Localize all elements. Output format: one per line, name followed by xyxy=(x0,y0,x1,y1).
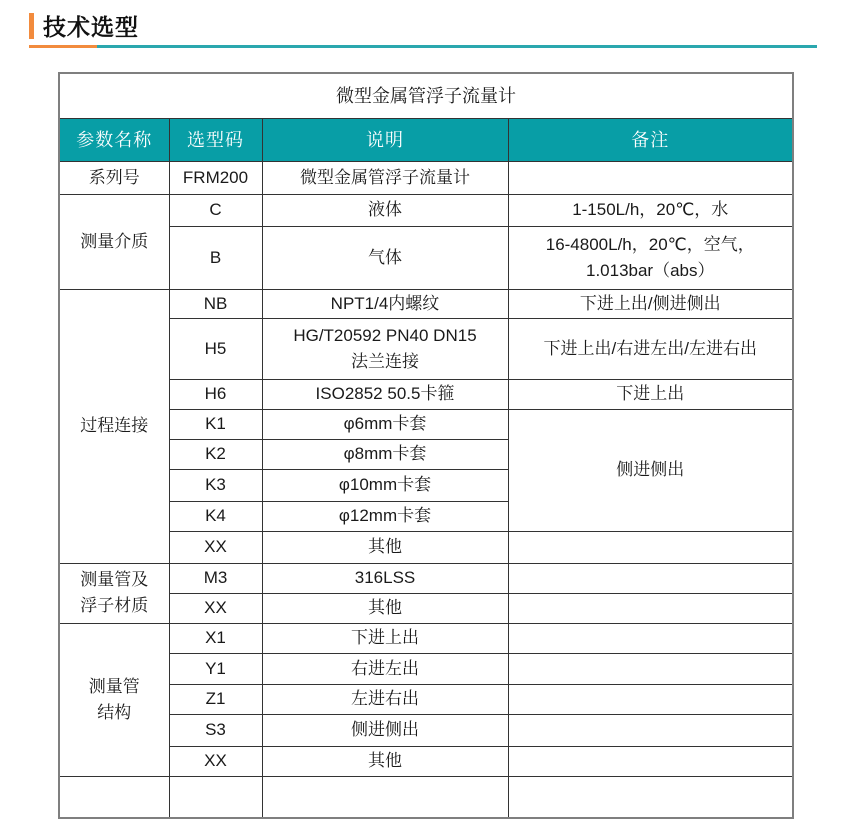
cell-desc xyxy=(262,623,508,653)
col-header-param: 参数名称 xyxy=(59,118,169,161)
cell-note xyxy=(508,379,793,409)
cell-desc xyxy=(262,289,508,318)
cell-line: 测量介质 xyxy=(80,231,149,251)
divider-orange-segment xyxy=(29,45,97,48)
table-row xyxy=(59,623,793,653)
cell-line: 16-4800L/h，20℃，空气， xyxy=(545,234,755,254)
cell-line: NB xyxy=(203,293,228,313)
cell-desc xyxy=(262,226,508,289)
cell-note xyxy=(508,623,793,653)
cell-line: 气体 xyxy=(368,247,402,267)
cell-note xyxy=(508,776,793,818)
table-title: 微型金属管浮子流量计 xyxy=(59,73,793,118)
cell-code xyxy=(169,409,262,439)
cell-desc xyxy=(262,593,508,623)
cell-note xyxy=(508,289,793,318)
cell-code xyxy=(169,226,262,289)
table-row xyxy=(59,161,793,194)
cell-desc xyxy=(262,746,508,776)
cell-line: 下进上出/右进左出/左进右出 xyxy=(543,338,757,358)
cell-line: 测量管 xyxy=(88,676,140,696)
cell-line: 液体 xyxy=(368,200,402,219)
table-row xyxy=(59,714,793,746)
cell-desc xyxy=(262,563,508,593)
cell-line: 1.013bar（abs） xyxy=(585,260,715,280)
cell-line: φ8mm卡套 xyxy=(343,444,427,463)
cell-code xyxy=(169,714,262,746)
table-row xyxy=(59,531,793,563)
cell-note xyxy=(508,714,793,746)
cell-line: Y1 xyxy=(205,658,226,678)
cell-line: 左进右出 xyxy=(351,689,419,708)
cell-line: ISO2852 50.5卡箍 xyxy=(315,384,455,403)
cell-note xyxy=(508,194,793,226)
cell-note xyxy=(508,684,793,714)
cell-code xyxy=(169,289,262,318)
cell-line: 法兰连接 xyxy=(351,351,419,371)
col-header-desc: 说明 xyxy=(262,118,508,161)
cell-line: 其他 xyxy=(368,751,402,770)
cell-param xyxy=(59,563,169,623)
table-row xyxy=(59,593,793,623)
cell-line: NPT1/4内螺纹 xyxy=(330,293,440,313)
cell-note xyxy=(508,746,793,776)
table-row xyxy=(59,379,793,409)
cell-line: φ10mm卡套 xyxy=(338,475,432,494)
cell-line: H6 xyxy=(204,384,227,403)
cell-code xyxy=(169,593,262,623)
cell-line: XX xyxy=(204,598,227,617)
cell-desc xyxy=(262,318,508,379)
cell-line: X1 xyxy=(205,628,226,647)
cell-code xyxy=(169,746,262,776)
table-row xyxy=(59,318,793,379)
table-row xyxy=(59,684,793,714)
accent-bar-icon xyxy=(29,13,34,39)
cell-code xyxy=(169,653,262,684)
table-row xyxy=(59,776,793,818)
table-header-row xyxy=(59,118,793,161)
section-header xyxy=(29,9,139,42)
cell-line: 右进左出 xyxy=(351,658,419,678)
cell-code xyxy=(169,379,262,409)
table-row xyxy=(59,194,793,226)
spec-table-container xyxy=(58,72,794,819)
cell-desc xyxy=(262,194,508,226)
page-title: 技术选型 xyxy=(43,14,139,40)
cell-line: 下进上出/侧进侧出 xyxy=(579,293,721,313)
cell-desc xyxy=(262,531,508,563)
cell-desc xyxy=(262,501,508,531)
cell-desc xyxy=(262,161,508,194)
cell-code xyxy=(169,501,262,531)
cell-line: H5 xyxy=(204,338,227,358)
cell-param xyxy=(59,194,169,289)
cell-desc xyxy=(262,379,508,409)
cell-line: 过程连接 xyxy=(80,416,149,435)
cell-line: 下进上出 xyxy=(351,628,419,647)
cell-note xyxy=(508,531,793,563)
cell-line: 其他 xyxy=(368,537,402,556)
cell-line: XX xyxy=(204,537,227,556)
cell-note xyxy=(508,318,793,379)
cell-line: K4 xyxy=(205,506,226,525)
table-row xyxy=(59,289,793,318)
table-row xyxy=(59,746,793,776)
cell-line: 其他 xyxy=(368,598,402,617)
cell-line: 浮子材质 xyxy=(80,596,149,615)
cell-line: 系列号 xyxy=(88,167,140,187)
cell-note xyxy=(508,409,793,531)
cell-line: Z1 xyxy=(205,689,226,708)
table-row xyxy=(59,409,793,439)
header-divider xyxy=(29,45,817,48)
cell-param xyxy=(59,776,169,818)
cell-line: S3 xyxy=(205,720,226,739)
cell-line: 316LSS xyxy=(354,568,416,587)
spec-table xyxy=(58,72,794,819)
table-row xyxy=(59,653,793,684)
cell-note xyxy=(508,226,793,289)
cell-note xyxy=(508,653,793,684)
table-title-row xyxy=(59,73,793,118)
cell-line: 下进上出 xyxy=(616,384,685,403)
cell-desc xyxy=(262,776,508,818)
cell-line: K3 xyxy=(205,475,226,494)
divider-teal-segment xyxy=(97,45,817,48)
cell-line: 侧进侧出 xyxy=(351,720,419,739)
cell-note xyxy=(508,593,793,623)
cell-code xyxy=(169,563,262,593)
cell-desc xyxy=(262,469,508,501)
cell-line: XX xyxy=(204,751,227,770)
cell-line: φ6mm卡套 xyxy=(343,414,427,433)
cell-param xyxy=(59,161,169,194)
table-row xyxy=(59,226,793,289)
cell-code xyxy=(169,161,262,194)
col-header-note: 备注 xyxy=(508,118,793,161)
cell-line: M3 xyxy=(203,568,228,587)
cell-desc xyxy=(262,684,508,714)
cell-line: φ12mm卡套 xyxy=(338,506,432,525)
cell-desc xyxy=(262,439,508,469)
cell-code xyxy=(169,439,262,469)
cell-line: B xyxy=(209,247,222,267)
cell-code xyxy=(169,531,262,563)
cell-param xyxy=(59,289,169,563)
cell-line: HG/T20592 PN40 DN15 xyxy=(293,325,477,345)
cell-code xyxy=(169,469,262,501)
cell-line: 1-150L/h，20℃，水 xyxy=(572,200,729,219)
cell-code xyxy=(169,776,262,818)
cell-param xyxy=(59,623,169,776)
cell-line: 微型金属管浮子流量计 xyxy=(300,167,470,187)
cell-code xyxy=(169,623,262,653)
cell-desc xyxy=(262,714,508,746)
col-header-code: 选型码 xyxy=(169,118,262,161)
cell-line: C xyxy=(209,200,222,219)
cell-desc xyxy=(262,409,508,439)
cell-desc xyxy=(262,653,508,684)
cell-line: 结构 xyxy=(97,702,132,722)
cell-line: 侧进侧出 xyxy=(616,460,685,479)
cell-code xyxy=(169,194,262,226)
cell-line: K2 xyxy=(205,444,226,463)
cell-note xyxy=(508,563,793,593)
cell-code xyxy=(169,684,262,714)
cell-note xyxy=(508,161,793,194)
cell-line: 测量管及 xyxy=(80,570,149,589)
table-row xyxy=(59,563,793,593)
cell-line: FRM200 xyxy=(182,167,249,187)
cell-code xyxy=(169,318,262,379)
cell-line: K1 xyxy=(205,414,226,433)
